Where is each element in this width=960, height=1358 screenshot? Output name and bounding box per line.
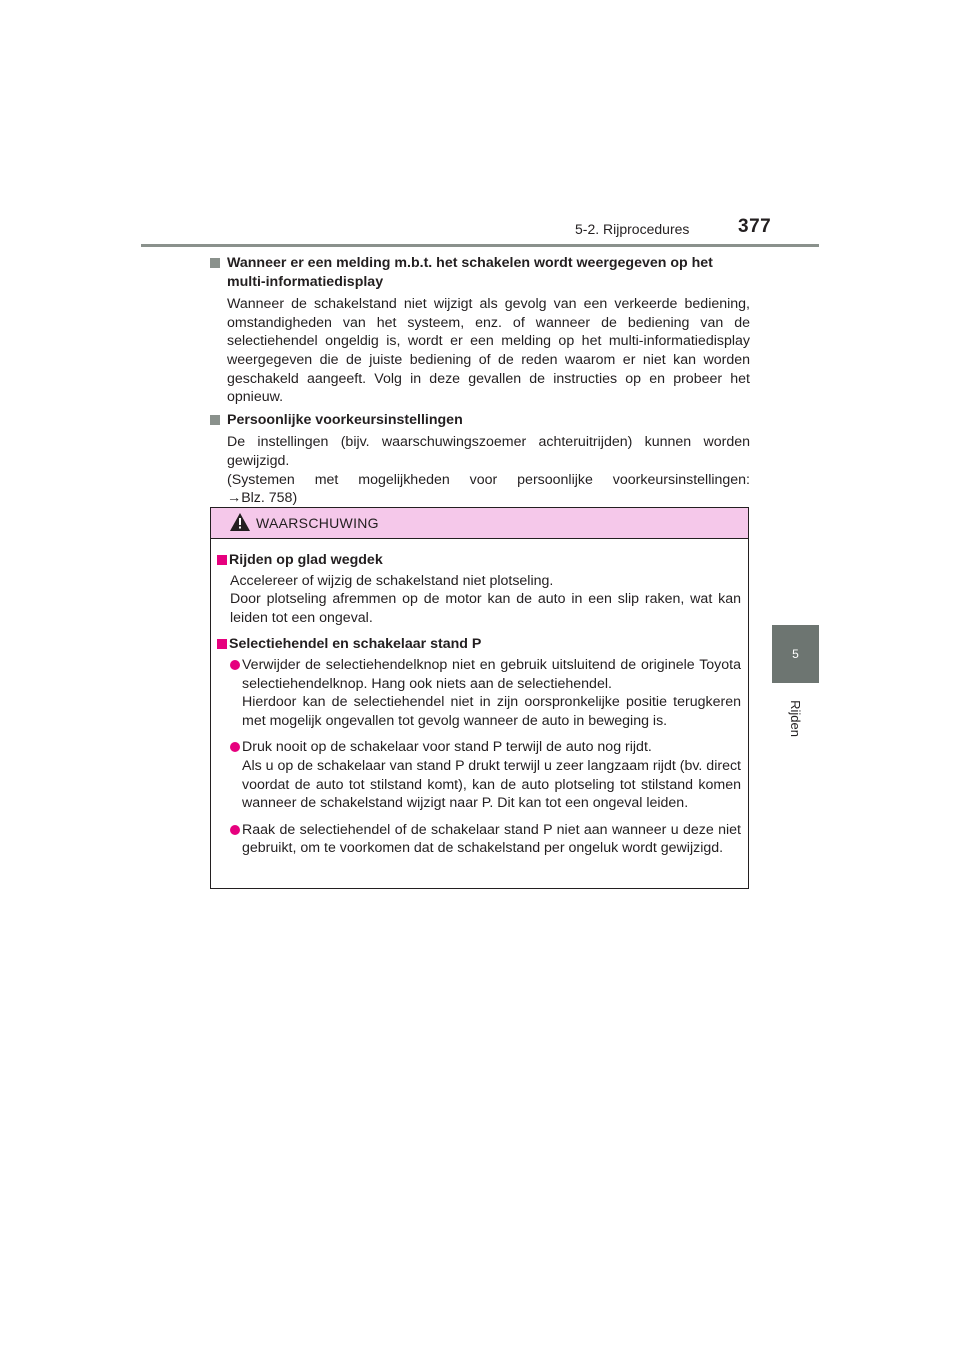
warning-body [211, 539, 748, 858]
square-bullet-icon [217, 639, 227, 649]
chapter-tab [772, 625, 819, 683]
chapter-label-container [772, 683, 819, 753]
section-body-line: De instellingen (bijv. waarschuwingszoemer achteruitrijden) kunnen worden gewijzigd. [227, 434, 750, 469]
warning-title: WAARSCHUWING [256, 515, 379, 531]
warning-item-heading-text: Rijden op glad wegdek [229, 552, 383, 568]
main-content [210, 252, 750, 512]
bullet-text: Hierdoor kan de selectiehendel niet in zijn oorspronkelijke positie terugkeren met mogelijk ongevallen tot gevolg wanneer de auto in beweging is. [242, 694, 741, 729]
warning-item-heading-text: Selectiehendel en schakelaar stand P [229, 636, 482, 653]
round-bullet-icon [230, 742, 240, 752]
square-bullet-icon [210, 258, 220, 268]
warning-bullet [217, 656, 741, 730]
warning-triangle-icon [229, 512, 251, 532]
section-body-line: (Systemen met mogelijkheden voor persoonlijke voorkeursinstellingen: [227, 471, 750, 488]
section-heading-text: Persoonlijke voorkeursinstellingen [227, 411, 463, 428]
round-bullet-icon [230, 660, 240, 670]
warning-bullet [217, 738, 741, 812]
round-bullet-icon [230, 825, 240, 835]
bullet-text: Raak de selectiehendel of de schakelaar stand P niet aan wanneer u deze niet gebruikt, om te voorkomen dat de schakelstand per ongeluk wordt gewijzigd. [242, 821, 741, 857]
chapter-number: 5 [792, 647, 799, 661]
section-heading [210, 411, 750, 430]
page-reference-link[interactable]: →Blz. 758) [227, 490, 298, 507]
chapter-label: Rijden [787, 699, 803, 737]
warning-item-heading [217, 551, 741, 570]
square-bullet-icon [217, 555, 227, 565]
warning-box [210, 507, 749, 889]
warning-header [211, 508, 748, 539]
section-body [210, 433, 750, 507]
section-heading-text: Wanneer er een melding m.b.t. het schakelen wordt weergegeven op het multi-informatiedisplay [227, 255, 713, 290]
section-heading [210, 254, 750, 291]
warning-line: Accelereer of wijzig de schakelstand niet plotseling. [230, 572, 554, 589]
page-number: 377 [738, 216, 772, 237]
header-divider [141, 244, 819, 247]
warning-bullet [217, 821, 741, 858]
section-title: 5-2. Rijprocedures [575, 221, 690, 237]
warning-item-heading [217, 635, 741, 654]
section-body: Wanneer de schakelstand niet wijzigt als gevolg van een verkeerde bediening, omstandigheden van het systeem, enz. of wanneer de bediening van de selectiehendel ongeldig is, wordt er een melding op het multi-informatiedisplay weergegeven die de juiste bediening of de reden waarom er niet kan worden geschakeld aangeeft. Volg in deze gevallen de instructies op en probeer het opnieuw. [227, 296, 750, 406]
warning-item-body [217, 572, 741, 628]
warning-line: Door plotseling afremmen op de motor kan de auto in een slip raken, wat kan leiden tot een ongeval. [230, 591, 741, 626]
square-bullet-icon [210, 415, 220, 425]
bullet-text: Als u op de schakelaar van stand P drukt terwijl u zeer langzaam rijdt (bv. direct voordat de auto tot stilstand komt), kan de auto plotseling tot stilstand komen wanneer de schakelstand wijzigt naar P. Dit kan tot een ongeval leiden. [242, 757, 741, 812]
bullet-text: Druk nooit op de schakelaar voor stand P terwijl de auto nog rijdt. [242, 739, 652, 756]
bullet-text: Verwijder de selectiehendelknop niet en gebruik uitsluitend de originele Toyota selectiehendelknop. Hang ook niets aan de selectiehendel. [242, 656, 741, 692]
